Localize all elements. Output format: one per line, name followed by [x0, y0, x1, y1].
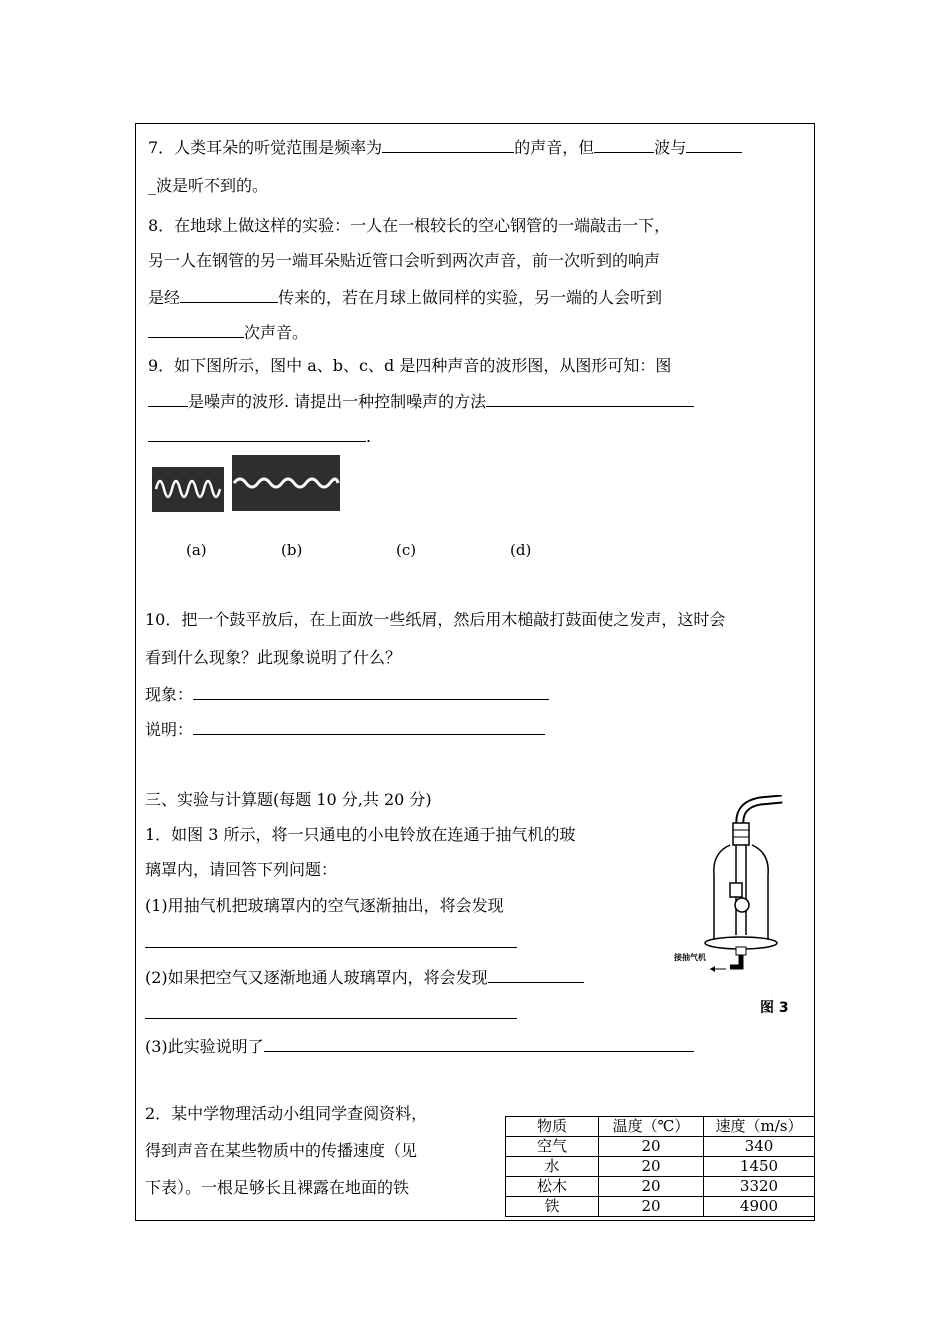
table-header-row: [506, 1117, 815, 1137]
table-cell: 空气: [506, 1137, 599, 1157]
q7-blank-1[interactable]: [382, 136, 514, 153]
table-cell: 20: [599, 1137, 704, 1157]
s3-q1-line2: 璃罩内，请回答下列问题：: [145, 860, 338, 879]
q7-blank-3[interactable]: [686, 136, 742, 153]
q10-line1: 10．把一个鼓平放后，在上面放一些纸屑，然后用木槌敲打鼓面使之发声，这时会: [145, 610, 726, 629]
bell-jar-figure: [670, 795, 800, 995]
table-cell: 1450: [704, 1157, 815, 1177]
table-header-cell: 速度（m/s）: [704, 1117, 815, 1137]
q10-explain: [145, 718, 545, 740]
table-cell: 20: [599, 1197, 704, 1217]
table-header-cell: 温度（℃）: [599, 1117, 704, 1137]
q8-text-c: 次声音。: [244, 323, 309, 342]
waveform-label-d: (d): [510, 541, 532, 559]
s3-q1-p3-text: (3)此实验说明了: [145, 1037, 264, 1056]
q9-line2: [148, 390, 694, 412]
q7-text-c: 波与: [654, 138, 687, 157]
s3-q1-p2-blank-a[interactable]: [488, 966, 584, 983]
q9-blank-1[interactable]: [148, 390, 188, 407]
q2-line2: 得到声音在某些物质中的传播速度（见: [145, 1141, 418, 1160]
s3-q1-p3-blank[interactable]: [264, 1035, 694, 1052]
waveform-label-a: (a): [186, 541, 207, 559]
q10-line2: 看到什么现象？此现象说明了什么？: [145, 648, 402, 667]
table-cell: 340: [704, 1137, 815, 1157]
q9-line1: 9．如下图所示，图中 a、b、c、d 是四种声音的波形图，从图形可知：图: [148, 356, 672, 375]
table-cell: 水: [506, 1157, 599, 1177]
table-row: [506, 1197, 815, 1217]
table-cell: 松木: [506, 1177, 599, 1197]
figure-3-caption: 图 3: [760, 1000, 789, 1016]
q8-line1: 8．在地球上做这样的实验：一人在一根较长的空心钢管的一端敲击一下，: [148, 216, 671, 235]
s3-q1-p2: [145, 966, 584, 988]
q8-blank-1[interactable]: [180, 286, 278, 303]
table-cell: 4900: [704, 1197, 815, 1217]
q7-text-b: 的声音，但: [514, 138, 595, 157]
q8-line4: [148, 321, 308, 343]
q8-text-b: 传来的，若在月球上做同样的实验，另一端的人会听到: [278, 288, 663, 307]
q10-phenomenon-label: 现象：: [145, 685, 194, 704]
table-row: [506, 1137, 815, 1157]
q7-blank-2[interactable]: [594, 136, 654, 153]
table-row: [506, 1177, 815, 1197]
q10-explain-blank[interactable]: [193, 718, 545, 735]
q7-text-a: 7．人类耳朵的听觉范围是频率为: [148, 138, 383, 157]
q2-line3: 下表）。一根足够长且裸露在地面的铁: [145, 1178, 410, 1197]
q10-phenomenon: [145, 683, 549, 705]
table-cell: 20: [599, 1157, 704, 1177]
waveform-a-image: [152, 467, 224, 512]
sound-speed-table: [505, 1116, 815, 1217]
waveform-label-c: (c): [396, 541, 417, 559]
s3-q1-p1-blank[interactable]: [145, 931, 517, 948]
s3-q1-p2-blank-b[interactable]: [145, 1002, 517, 1019]
s3-q1-p3: [145, 1035, 694, 1057]
s3-q1-p1: (1)用抽气机把玻璃罩内的空气逐渐抽出，将会发现: [145, 896, 504, 915]
q9-blank-2[interactable]: [486, 390, 694, 407]
waveform-label-b: (b): [281, 541, 303, 559]
q7-line1: [148, 136, 742, 158]
q8-line3: [148, 286, 662, 308]
section3-title: 三、实验与计算题(每题 10 分,共 20 分): [145, 790, 432, 809]
q9-period: .: [366, 427, 372, 446]
waveform-b-image: [232, 455, 340, 511]
s3-q1-p2-text: (2)如果把空气又逐渐地通人玻璃罩内，将会发现: [145, 968, 488, 987]
q8-line2: 另一人在钢管的另一端耳朵贴近管口会听到两次声音，前一次听到的响声: [148, 251, 661, 270]
q2-line1: 2．某中学物理活动小组同学查阅资料，: [145, 1104, 428, 1123]
q8-blank-2[interactable]: [148, 321, 244, 338]
q10-explain-label: 说明：: [145, 720, 194, 739]
q8-text-a: 是经: [148, 288, 181, 307]
s3-q1-line1: 1．如图 3 所示，将一只通电的小电铃放在连通于抽气机的玻: [145, 825, 576, 844]
q7-line2: _波是听不到的。: [148, 176, 269, 195]
q9-text-a: 是噪声的波形. 请提出一种控制噪声的方法: [188, 392, 487, 411]
table-header-cell: 物质: [506, 1117, 599, 1137]
q9-blank-3[interactable]: [148, 425, 366, 442]
q9-line3: [148, 425, 371, 447]
table-cell: 铁: [506, 1197, 599, 1217]
table-cell: 3320: [704, 1177, 815, 1197]
pump-label: 接抽气机: [674, 953, 706, 962]
table-row: [506, 1157, 815, 1177]
q10-phenomenon-blank[interactable]: [193, 683, 549, 700]
table-cell: 20: [599, 1177, 704, 1197]
